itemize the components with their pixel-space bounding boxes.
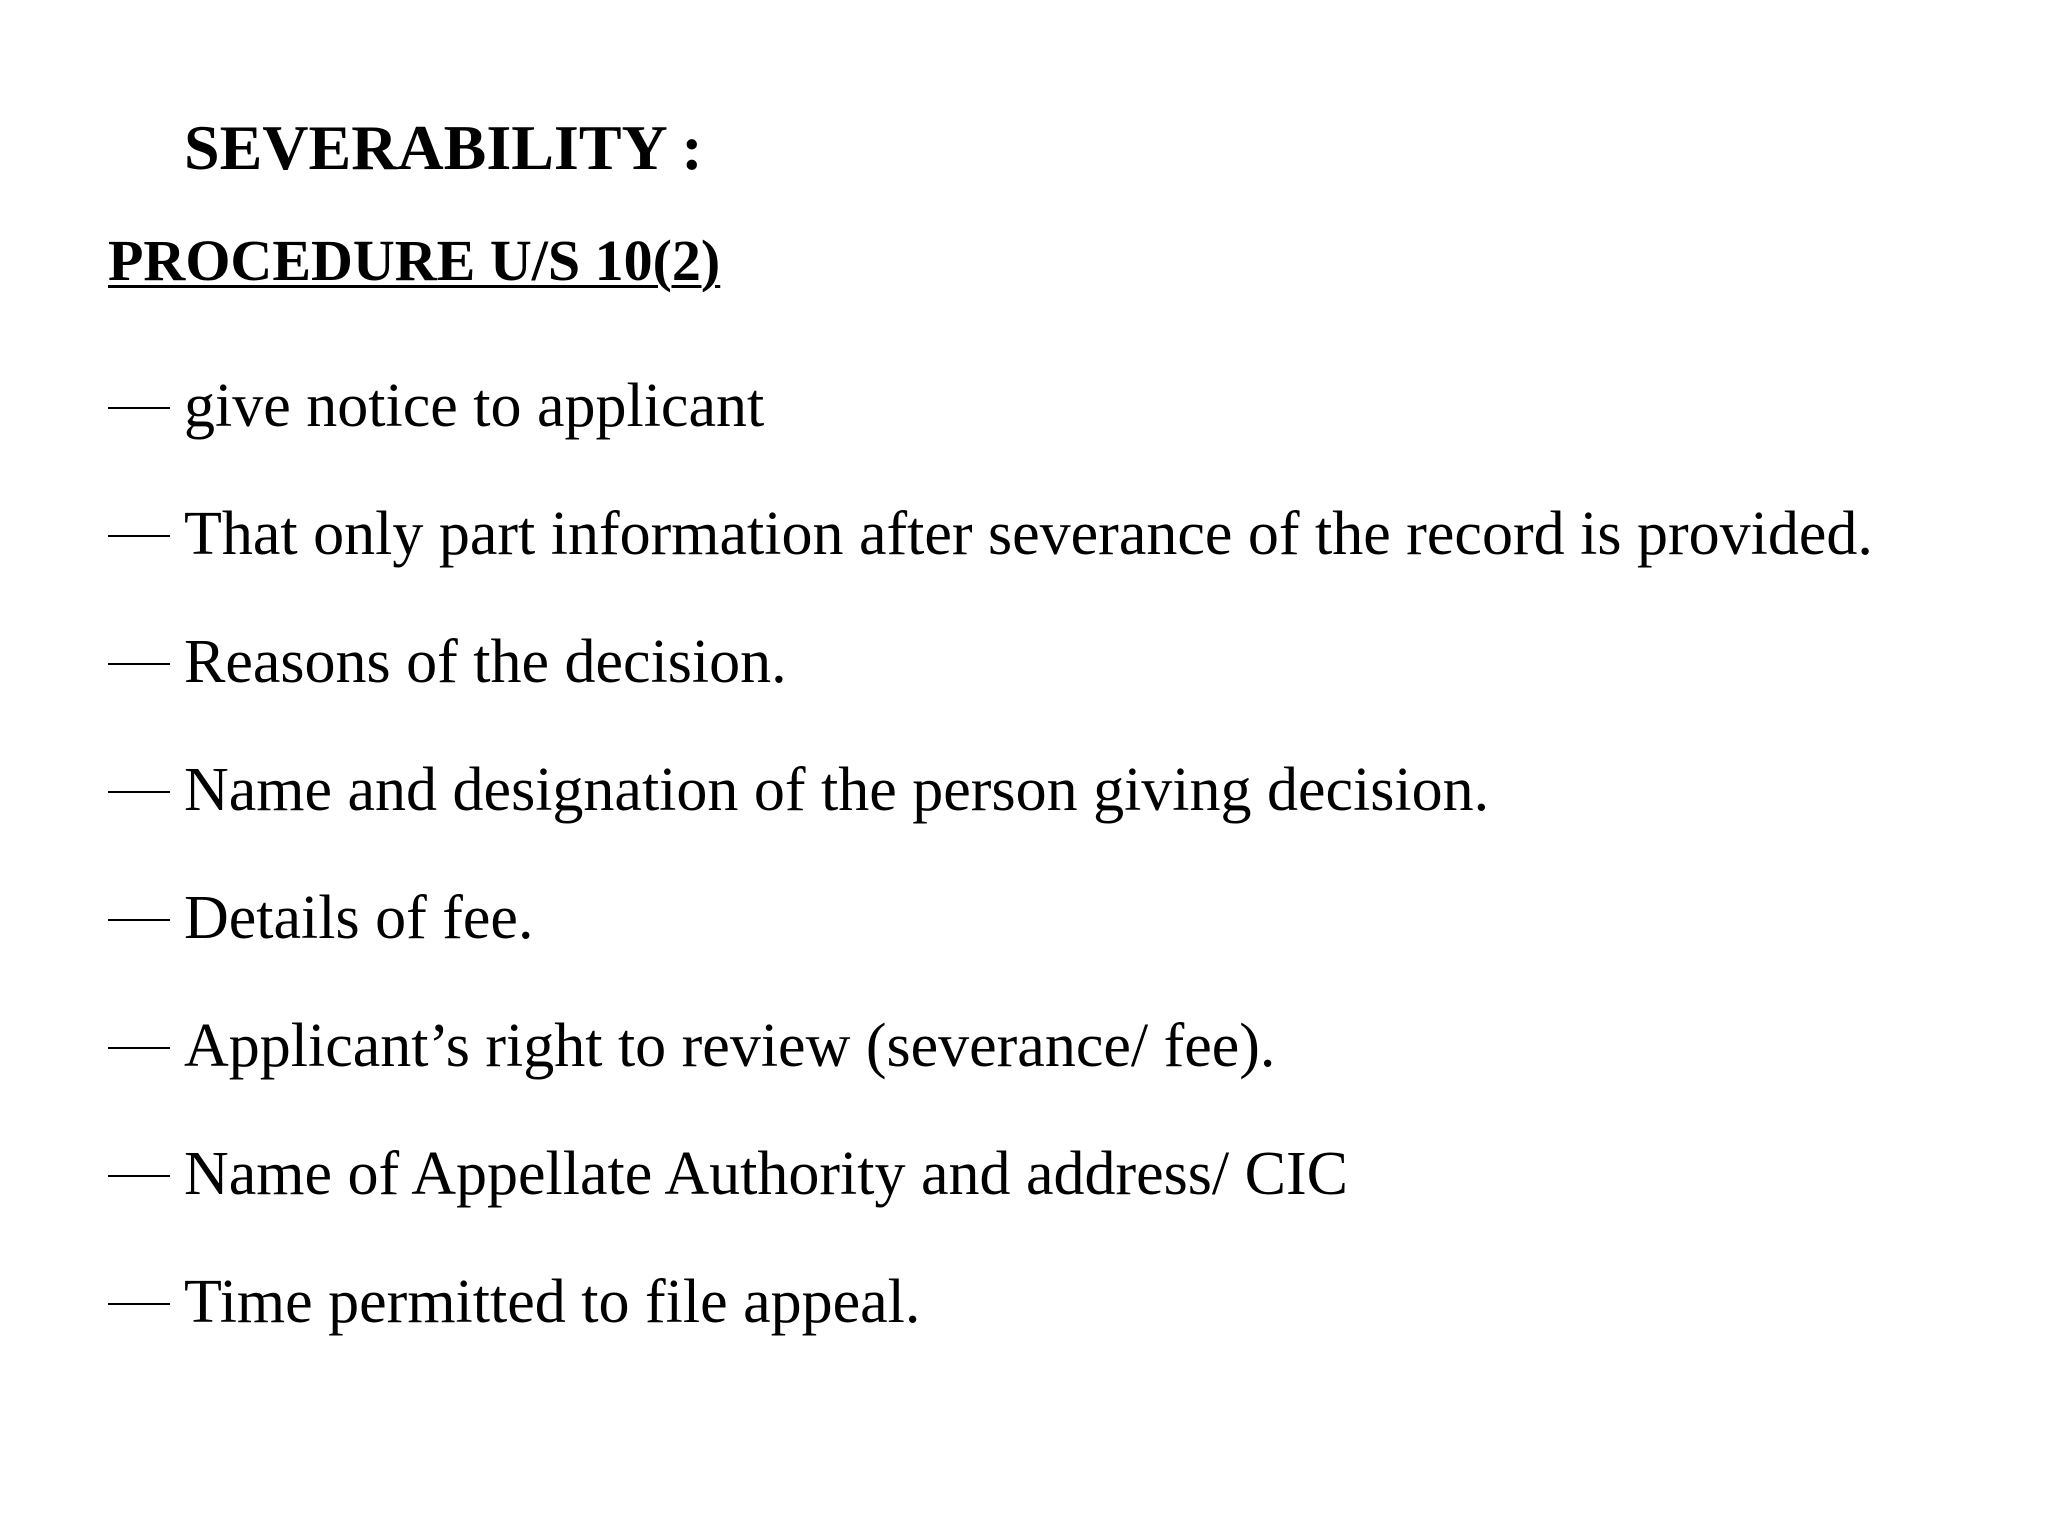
dash-bullet-icon [108,1047,170,1049]
dash-bullet-icon [108,407,170,409]
dash-bullet-icon [108,535,170,537]
slide-title: SEVERABILITY : [184,112,703,183]
list-item-text: Details of fee. [184,884,534,952]
list-item [108,1262,1873,1390]
list-item-text: Reasons of the decision. [184,628,787,696]
list-item-text: Time permitted to file appeal. [184,1268,921,1336]
list-item-text: give notice to applicant [184,372,765,440]
list-item [108,494,1873,622]
list-item-text: Name and designation of the person giving decision. [184,756,1490,824]
list-item [108,878,1873,1006]
dash-bullet-icon [108,1175,170,1177]
list-item-text: That only part information after severance of the record is provided. [184,500,1873,568]
dash-bullet-icon [108,919,170,921]
procedure-heading: PROCEDURE U/S 10(2) [108,228,721,293]
list-item [108,1006,1873,1134]
list-item-text: Applicant’s right to review (severance/ fee). [184,1012,1276,1080]
procedure-list [108,366,1873,1390]
dash-bullet-icon [108,1303,170,1305]
list-item [108,366,1873,494]
dash-bullet-icon [108,663,170,665]
list-item-text: Name of Appellate Authority and address/ CIC [184,1140,1348,1208]
list-item [108,750,1873,878]
list-item [108,1134,1873,1262]
dash-bullet-icon [108,791,170,793]
list-item [108,622,1873,750]
